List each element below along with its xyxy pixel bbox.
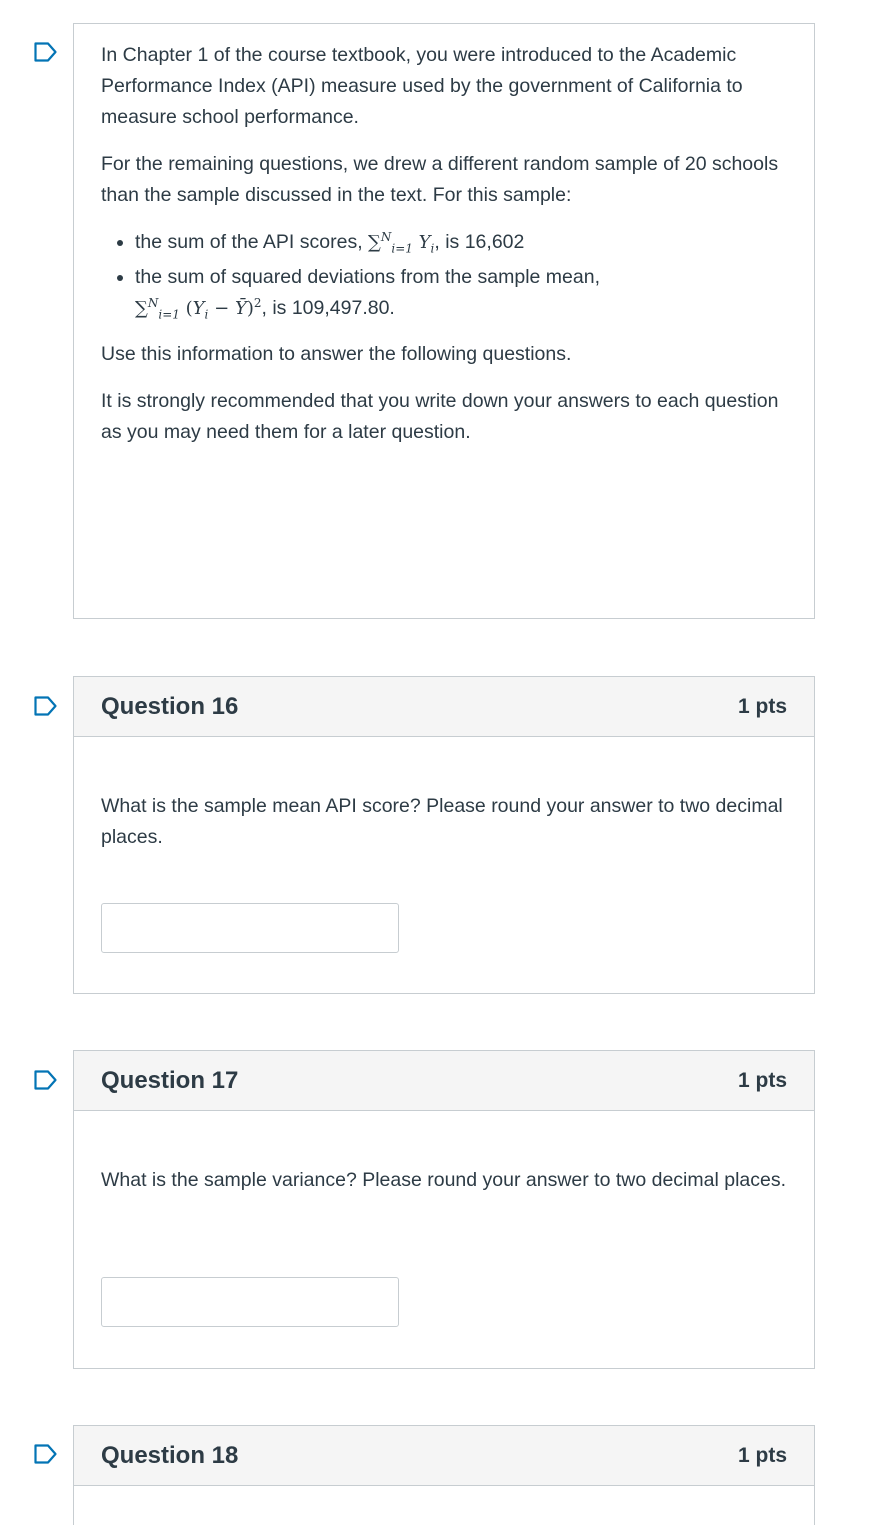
bookmark-flag-icon[interactable] — [34, 42, 58, 62]
list-item: • the sum of squared deviations from the sample mean, ∑$^N_{i=1}$ ($Y_i$ − Ȳ)$^2$, is 109,497.80. — [135, 262, 787, 324]
bookmark-flag-icon[interactable] — [34, 1070, 58, 1090]
question-title: Question 17 — [101, 1066, 239, 1094]
bookmark-flag-icon[interactable] — [34, 1444, 58, 1464]
bookmark-flag-icon[interactable] — [34, 696, 58, 716]
question-text: What is the sample mean API score? Please round your answer to two decimal places. — [101, 795, 783, 848]
intro-paragraph: It is strongly recommended that you write down your answers to each question as you may need them for a later question. — [101, 390, 779, 443]
intro-paragraph: For the remaining questions, we drew a different random sample of 20 schools than the sample discussed in the text. For this sample: — [101, 153, 779, 206]
stimulus-card — [73, 23, 815, 619]
intro-paragraph: In Chapter 1 of the course textbook, you were introduced to the Academic Performance Index (API) measure used by the government of California to measure school performance. — [101, 44, 743, 128]
stimulus-body — [74, 24, 814, 448]
sample-facts-list — [101, 227, 787, 324]
question-points: 1 pts — [737, 1443, 787, 1467]
sum-squares-formula: ∑$^N_{i=1}$ ($Y_i$ − Ȳ)$^2$ — [135, 296, 262, 322]
sum-formula: ∑$^N_{i=1}$ $Y_i$ — [368, 230, 435, 256]
question-points: 1 pts — [737, 694, 787, 718]
question-title: Question 18 — [101, 1441, 239, 1469]
answer-input[interactable] — [101, 903, 399, 953]
question-header — [74, 1051, 814, 1111]
question-points: 1 pts — [737, 1068, 787, 1092]
question-card — [73, 1425, 815, 1525]
question-card — [73, 676, 815, 994]
question-text: What is the sample variance? Please round your answer to two decimal places. — [101, 1169, 787, 1191]
question-card — [73, 1050, 815, 1369]
answer-input[interactable] — [101, 1277, 399, 1327]
question-header — [74, 677, 814, 737]
question-title: Question 16 — [101, 692, 239, 720]
intro-paragraph: Use this information to answer the following questions. — [101, 343, 572, 365]
list-item: • the sum of the API scores, ∑$^N_{i=1}$ $Y_i$, is 16,602 — [135, 227, 787, 258]
question-header — [74, 1426, 814, 1486]
